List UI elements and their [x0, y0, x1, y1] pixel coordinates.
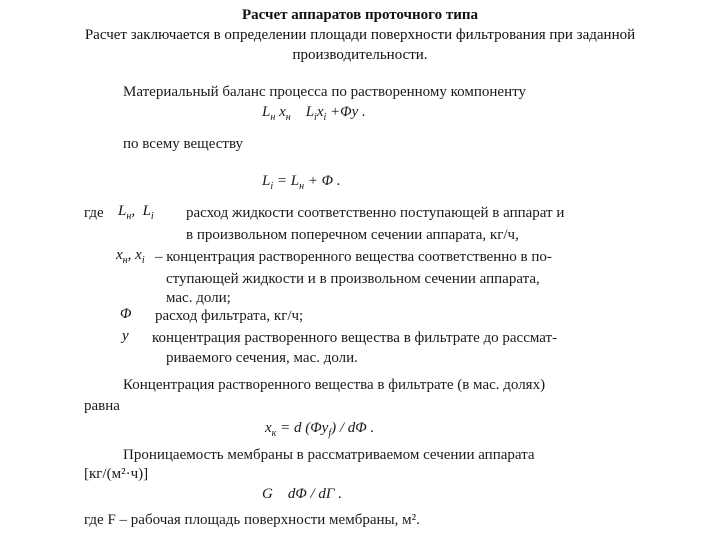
- symbol-phi: Φ: [120, 306, 132, 322]
- formula-term: x: [279, 104, 286, 120]
- scan-line-6: ступающей жидкости и в произвольном сечении аппарата,: [166, 271, 540, 287]
- formula-sub: к: [271, 428, 277, 439]
- formula-term: L: [262, 104, 271, 120]
- formula-total: [262, 173, 341, 192]
- symbol-y: y: [122, 328, 129, 344]
- intro-paragraph: Расчет заключается в определении площади поверхности фильтрования при заданной производительности.: [84, 27, 636, 63]
- formula-sub: i: [270, 181, 274, 192]
- formula-sub: н: [270, 112, 276, 123]
- formula-term: +Φy .: [330, 104, 366, 120]
- formula-term: x: [316, 104, 324, 120]
- scan-line-5: – концентрация растворенного вещества соответственно в по-: [155, 249, 552, 265]
- scan-line-3: расход жидкости соответственно поступающей в аппарат и: [186, 205, 565, 221]
- scan-line-7: мас. доли;: [166, 290, 231, 306]
- symbol-sub: i: [141, 255, 145, 266]
- symbol-sub: i: [150, 211, 154, 222]
- symbol-xn-xi: [116, 247, 145, 266]
- formula-concentration: [265, 420, 374, 439]
- formula-sub: н: [299, 181, 305, 192]
- formula-term: x: [265, 420, 272, 436]
- formula-term: ) / dΦ .: [331, 420, 375, 436]
- scan-line-3-where: где: [84, 205, 104, 221]
- formula-sub: н: [285, 112, 291, 123]
- formula-sub: f: [328, 428, 332, 439]
- scan-line-15: где F – рабочая площадь поверхности мембраны, м².: [84, 512, 420, 528]
- scan-line-1: Материальный баланс процесса по растворенному компоненту: [123, 84, 526, 100]
- scan-line-11: Концентрация растворенного вещества в фильтрате (в мас. долях): [123, 377, 546, 393]
- formula-term: =: [276, 173, 287, 189]
- symbol: x: [135, 247, 142, 263]
- formula-sub: i: [314, 112, 317, 123]
- scan-line-9: концентрация растворенного вещества в фильтрате до рассмат-: [152, 330, 558, 346]
- formula-term: L: [262, 173, 271, 189]
- symbol: L: [118, 203, 127, 219]
- scan-line-8: расход фильтрата, кг/ч;: [155, 308, 304, 324]
- scan-line-4: в произвольном поперечном сечении аппарата, кг/ч,: [186, 227, 519, 243]
- scan-line-12: равна: [84, 398, 120, 414]
- formula-balance: [262, 104, 366, 123]
- scan-line-2: по всему веществу: [123, 136, 244, 152]
- symbol-sub: н: [126, 211, 132, 222]
- scan-line-13: Проницаемость мембраны в рассматриваемом сечении аппарата: [123, 447, 535, 463]
- formula-term: = d (Φy: [280, 420, 329, 436]
- symbol-ln-li: [118, 203, 154, 222]
- formula-permeability: G dΦ / dГ .: [262, 486, 342, 502]
- symbol: ,: [131, 203, 136, 219]
- symbol-sub: н: [122, 255, 128, 266]
- formula-term: L: [305, 104, 315, 120]
- page-title: Расчет аппаратов проточного типа: [242, 7, 478, 23]
- symbol: ,: [127, 247, 132, 263]
- scan-line-14: [кг/(м²·ч)]: [84, 466, 149, 482]
- symbol: L: [142, 203, 151, 219]
- symbol: x: [116, 247, 123, 263]
- scan-line-10: риваемого сечения, мас. доли.: [166, 350, 358, 366]
- formula-term: L: [290, 173, 300, 189]
- formula-sub: i: [323, 112, 327, 123]
- formula-term: + Φ .: [307, 173, 341, 189]
